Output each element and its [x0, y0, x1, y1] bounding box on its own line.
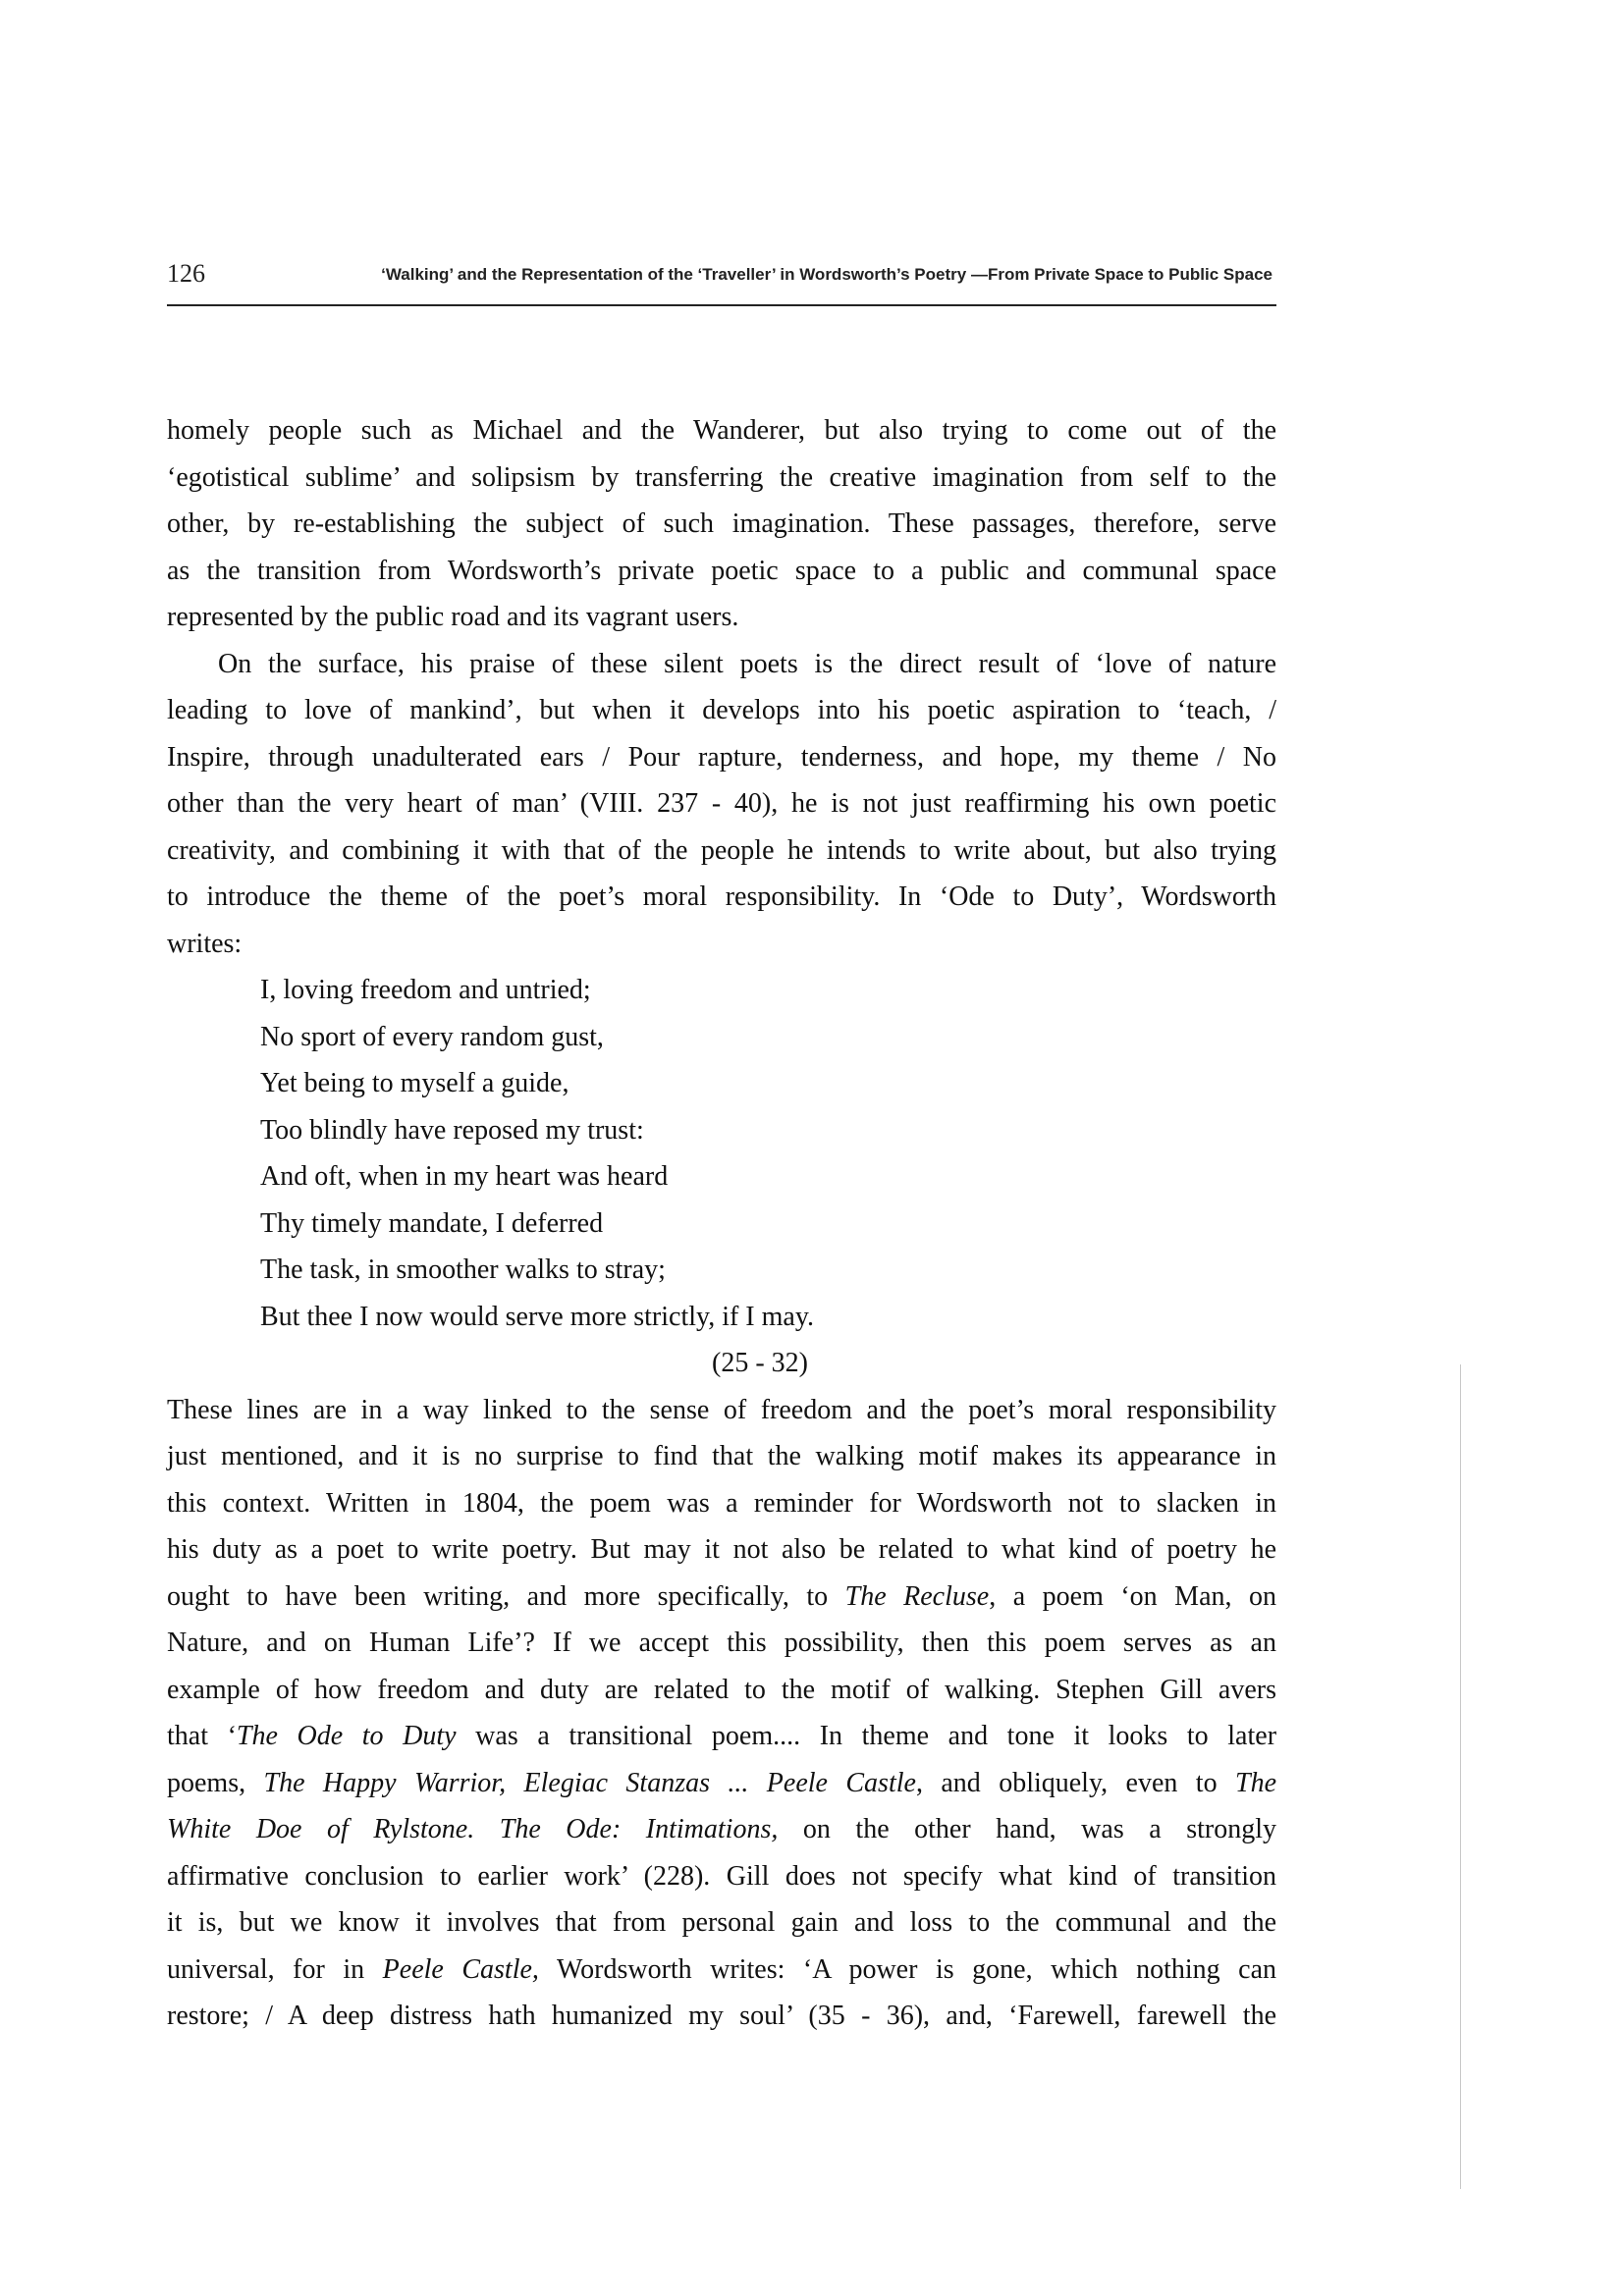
text-line: These lines are in a way linked to the sense of freedom and the poet’s moral responsibility — [167, 1394, 1276, 1425]
text-line: as the transition from Wordsworth’s private poetic space to a public and communal space — [167, 555, 1276, 586]
italic-title: The Ode to Duty — [236, 1721, 457, 1751]
text-line: homely people such as Michael and the Wanderer, but also trying to come out of the — [167, 415, 1276, 446]
text-line: other, by re-establishing the subject of such imagination. These passages, therefore, serve — [167, 508, 1276, 539]
verse-line: But thee I now would serve more strictly, if I may. — [260, 1301, 815, 1332]
body-text — [167, 407, 1276, 2040]
text-line — [167, 1806, 1276, 1853]
verse-line: I, loving freedom and untried; — [260, 975, 591, 1005]
text-segment: ought to have been writing, and more specifically, to — [167, 1580, 845, 1612]
text-line: his duty as a poet to write poetry. But may it not also be related to what kind of poetry he — [167, 1534, 1276, 1565]
text-line: this context. Written in 1804, the poem was a reminder for Wordsworth not to slacken in — [167, 1487, 1276, 1519]
paragraph-1 — [167, 407, 1276, 641]
text-line: affirmative conclusion to earlier work’ (228). Gill does not specify what kind of transition — [167, 1860, 1276, 1892]
text-line — [167, 1947, 1276, 1994]
verse-line: Thy timely mandate, I deferred — [260, 1207, 604, 1239]
text-line: example of how freedom and duty are related to the motif of walking. Stephen Gill avers — [167, 1674, 1276, 1705]
text-segment: Wordsworth writes: ‘A power is gone, which nothing can — [538, 1953, 1277, 1985]
text-line — [167, 1574, 1276, 1621]
running-title: ‘Walking’ and the Representation of the ‘Traveller’ in Wordsworth’s Poetry —From Private Space to Public Space — [381, 265, 1272, 284]
text-line: writes: — [167, 928, 243, 959]
text-line: restore; / A deep distress hath humanized my soul’ (35 - 36), and, ‘Farewell, farewell the — [167, 2001, 1276, 2031]
paragraph-2 — [167, 641, 1276, 968]
italic-title: The — [1235, 1767, 1276, 1798]
verse-line: No sport of every random gust, — [260, 1021, 604, 1052]
italic-title: The Happy Warrior, Elegiac Stanzas ... Peele Castle — [263, 1767, 916, 1798]
text-segment: , a poem ‘on Man, on — [989, 1580, 1277, 1612]
text-line: On the surface, his praise of these silent poets is the direct result of ‘love of nature — [218, 648, 1276, 679]
verse-line: And oft, when in my heart was heard — [260, 1161, 669, 1192]
text-segment: poems, — [167, 1767, 264, 1798]
text-line — [167, 1760, 1276, 1807]
text-line: just mentioned, and it is no surprise to find that the walking motif makes its appearance in — [167, 1441, 1276, 1471]
text-line: other than the very heart of man’ (VIII. 237 - 40), he is not just reaffirming his own poetic — [167, 788, 1276, 819]
text-line — [167, 1713, 1276, 1760]
text-segment: that ‘ — [167, 1721, 237, 1751]
page-number: 126 — [167, 259, 205, 288]
italic-title: The Recluse — [844, 1580, 990, 1612]
text-line: Nature, and on Human Life’? If we accept this possibility, then this poem serves as an — [167, 1628, 1276, 1658]
text-line: to introduce the theme of the poet’s moral responsibility. In ‘Ode to Duty’, Wordsworth — [167, 881, 1276, 912]
text-line: Inspire, through unadulterated ears / Pour rapture, tenderness, and hope, my theme / No — [167, 741, 1276, 773]
text-segment: on the other hand, was a strongly — [778, 1814, 1276, 1844]
text-segment: , and obliquely, even to — [915, 1767, 1235, 1798]
text-line: creativity, and combining it with that of the people he intends to write about, but also trying — [167, 834, 1276, 866]
italic-title: Peele Castle, — [382, 1953, 539, 1985]
text-line: represented by the public road and its vagrant users. — [167, 602, 739, 632]
verse-line: The task, in smoother walks to stray; — [260, 1255, 666, 1285]
paragraph-3 — [167, 1387, 1276, 2040]
scan-edge-mark — [1460, 1364, 1461, 2189]
italic-title: White Doe of Rylstone. The Ode: Intimations, — [167, 1814, 779, 1844]
text-line: ‘egotistical sublime’ and solipsism by transferring the creative imagination from self to the — [167, 461, 1276, 493]
verse-citation: (25 - 32) — [712, 1348, 808, 1378]
verse-line: Yet being to myself a guide, — [260, 1068, 569, 1098]
page-header — [167, 257, 1276, 306]
text-line: it is, but we know it involves that from personal gain and loss to the communal and the — [167, 1907, 1276, 1938]
text-line: leading to love of mankind’, but when it develops into his poetic aspiration to ‘teach, / — [167, 695, 1276, 725]
text-segment: was a transitional poem.... In theme and tone it looks to later — [456, 1721, 1277, 1751]
verse-line: Too blindly have reposed my trust: — [260, 1114, 644, 1146]
verse-quotation — [167, 967, 1276, 1387]
text-segment: universal, for in — [167, 1953, 383, 1985]
